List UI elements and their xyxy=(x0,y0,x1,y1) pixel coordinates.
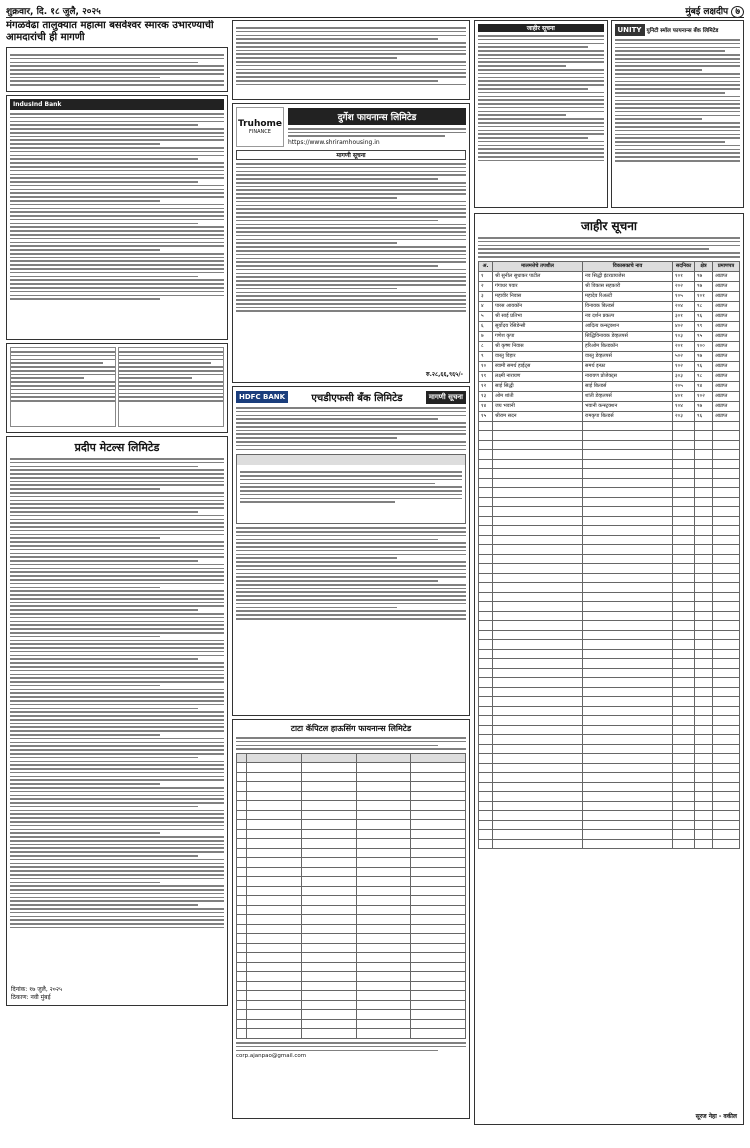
table-row xyxy=(479,440,740,450)
indusind-logo: IndusInd Bank xyxy=(10,99,224,110)
headline: मंगळवेढा तालुक्यात महात्मा बसवेश्वर स्मारक उभारण्याची आमदारांची ही मागणी xyxy=(6,20,214,43)
table-row xyxy=(479,659,740,669)
table-row: ११ लक्ष्मी नारायण नारायण प्रोजेक्ट्स ३०३ ९८ अप्राप्त xyxy=(479,371,740,381)
table-row xyxy=(479,744,740,754)
table-row xyxy=(479,507,740,517)
tata-email[interactable]: corp.ajanpao@gmail.com xyxy=(236,1053,307,1060)
column-right xyxy=(474,20,744,1144)
table-row xyxy=(479,763,740,773)
table-row: ३ महावीर निवास महादेव रिअल्टी १०५ १०१ अप्राप्त xyxy=(479,291,740,301)
hdfc-title: एचडीएफसी बँक लिमिटेड xyxy=(311,393,403,404)
table-row: २ गंगाधर पवार श्री विकास सहकारी २०२ ९७ अप्राप्त xyxy=(479,281,740,291)
shriram-title: दुर्गेश फायनान्स लिमिटेड xyxy=(288,108,466,125)
notice-title: मागणी सूचना xyxy=(236,150,466,160)
table-row: ६ सूर्योदय रेसिडेन्सी आदित्य कन्स्ट्रक्शन ४०२ ९९ अप्राप्त xyxy=(479,321,740,331)
table-row xyxy=(479,678,740,688)
legal-notice-title: जाहीर सूचना xyxy=(478,24,604,32)
unity-logo: UNITY xyxy=(615,24,645,36)
property-table xyxy=(478,261,740,850)
public-notice xyxy=(474,213,744,1125)
table-row xyxy=(479,564,740,574)
table-row: ९ वास्तु विहार वास्तु डेव्हलपर्स ५०२ ९७ अप्राप्त xyxy=(479,351,740,361)
table-row xyxy=(479,725,740,735)
table-row xyxy=(479,573,740,583)
shriram-url[interactable]: https://www.shriramhousing.in xyxy=(288,139,380,147)
amount: रु.२८,६६,९६५/- xyxy=(426,371,463,378)
hdfc-badge: मागणी सूचना xyxy=(426,391,466,404)
table-row xyxy=(479,488,740,498)
table-row xyxy=(479,792,740,802)
table-row xyxy=(479,450,740,460)
notice-schedule xyxy=(6,343,228,433)
table-row xyxy=(479,668,740,678)
table-row xyxy=(479,621,740,631)
table-row xyxy=(479,839,740,849)
table-row xyxy=(479,554,740,564)
table-row xyxy=(479,421,740,431)
shriram-notice xyxy=(232,103,470,383)
page-number: ७ xyxy=(731,6,744,18)
paper-name: मुंबई लक्षदीप ७ xyxy=(685,4,744,17)
table-row xyxy=(479,640,740,650)
indusind-notice xyxy=(6,95,228,340)
headline-story xyxy=(6,47,228,92)
table-row: १ श्री सुनील सुधाकर पाटील नव सिद्धी इंटरप्रायजेस १०१ ९७ अप्राप्त xyxy=(479,271,740,281)
table-row xyxy=(479,716,740,726)
table-row xyxy=(479,592,740,602)
table-row xyxy=(479,611,740,621)
column-middle xyxy=(232,20,470,1144)
table-row xyxy=(479,830,740,840)
tata-auction-notice xyxy=(232,719,470,1119)
table-row: ४ पारस आयकॉन विनायक बिल्डर्स २०४ ९८ अप्राप्त xyxy=(479,301,740,311)
table-row xyxy=(479,735,740,745)
table-row: १४ जय भवानी भवानी कन्स्ट्रक्शन १०४ ९७ अप्राप्त xyxy=(479,401,740,411)
table-row xyxy=(479,478,740,488)
pradeep-title: प्रदीप मेटल्स लिमिटेड xyxy=(74,441,160,454)
table-row xyxy=(479,754,740,764)
table-row: ८ श्री कृष्ण निवास हरिओम बिल्डकॉन २०१ १०० अप्राप्त xyxy=(479,341,740,351)
table-row xyxy=(479,706,740,716)
column-left xyxy=(6,20,228,1144)
table-row xyxy=(479,535,740,545)
table-row: १५ श्रीराम सदन रामकृपा बिल्डर्स २०३ ९६ अप्राप्त xyxy=(479,411,740,421)
table-row xyxy=(479,820,740,830)
hdfc-table xyxy=(236,454,466,524)
table-row xyxy=(479,630,740,640)
table-row xyxy=(479,773,740,783)
masthead xyxy=(6,4,744,18)
hdfc-logo: HDFC BANK xyxy=(236,391,288,403)
table-row xyxy=(479,516,740,526)
table-row xyxy=(479,431,740,441)
unity-notice xyxy=(611,20,745,208)
table-row xyxy=(479,526,740,536)
top-story xyxy=(232,20,470,100)
table-row xyxy=(479,459,740,469)
table-row xyxy=(479,782,740,792)
table-row: १२ साई सिद्धी साई बिल्डर्स २०५ ९४ अप्राप्त xyxy=(479,381,740,391)
tata-title: टाटा कॅपिटल हाऊसिंग फायनान्स लिमिटेड xyxy=(290,724,412,733)
table-row: १० स्वामी समर्थ हाईट्स समर्थ इन्फ्रा १०२ ९६ अप्राप्त xyxy=(479,361,740,371)
table-row: ७ गणेश कृपा सिद्धिविनायक डेव्हलपर्स १०३ ९५ अप्राप्त xyxy=(479,331,740,341)
table-row xyxy=(479,497,740,507)
table-row xyxy=(479,602,740,612)
table-row xyxy=(479,545,740,555)
top-right-area xyxy=(474,20,744,210)
pradeep-metals-notice xyxy=(6,436,228,1006)
table-row xyxy=(479,801,740,811)
table-row xyxy=(479,649,740,659)
table-header: अ. मालमत्तेचे तपशील विकासकाचे नाव सदनिका क्षेत्र प्रमाणपत्र xyxy=(479,261,740,271)
issue-date: शुक्रवार, दि. १८ जुलै, २०२५ xyxy=(6,7,101,17)
table-row xyxy=(479,811,740,821)
table-row xyxy=(479,697,740,707)
legal-notice-box xyxy=(474,20,608,208)
notice-footer: सूरज नेहा - वकील xyxy=(695,1113,737,1120)
unity-title: युनिटी स्मॉल फायनान्स बँक लिमिटेड xyxy=(646,28,719,34)
public-notice-title: जाहीर सूचना xyxy=(580,219,638,233)
auction-table xyxy=(236,753,466,1039)
hdfc-notice xyxy=(232,386,470,716)
table-row: ५ श्री साई प्रतिभा नव दर्शन प्रकल्प ३०१ ९६ अप्राप्त xyxy=(479,311,740,321)
table-row: १३ ओम शांती शांती डेव्हलपर्स ४०१ १०२ अप्राप्त xyxy=(479,391,740,401)
table-row xyxy=(479,687,740,697)
pradeep-footer: दिनांक: १७ जुलै, २०२५ ठिकाण: नवी मुंबई xyxy=(11,986,63,1001)
table-row xyxy=(479,469,740,479)
table-row xyxy=(479,583,740,593)
truhome-logo: Truhome FINANCE xyxy=(236,107,284,147)
